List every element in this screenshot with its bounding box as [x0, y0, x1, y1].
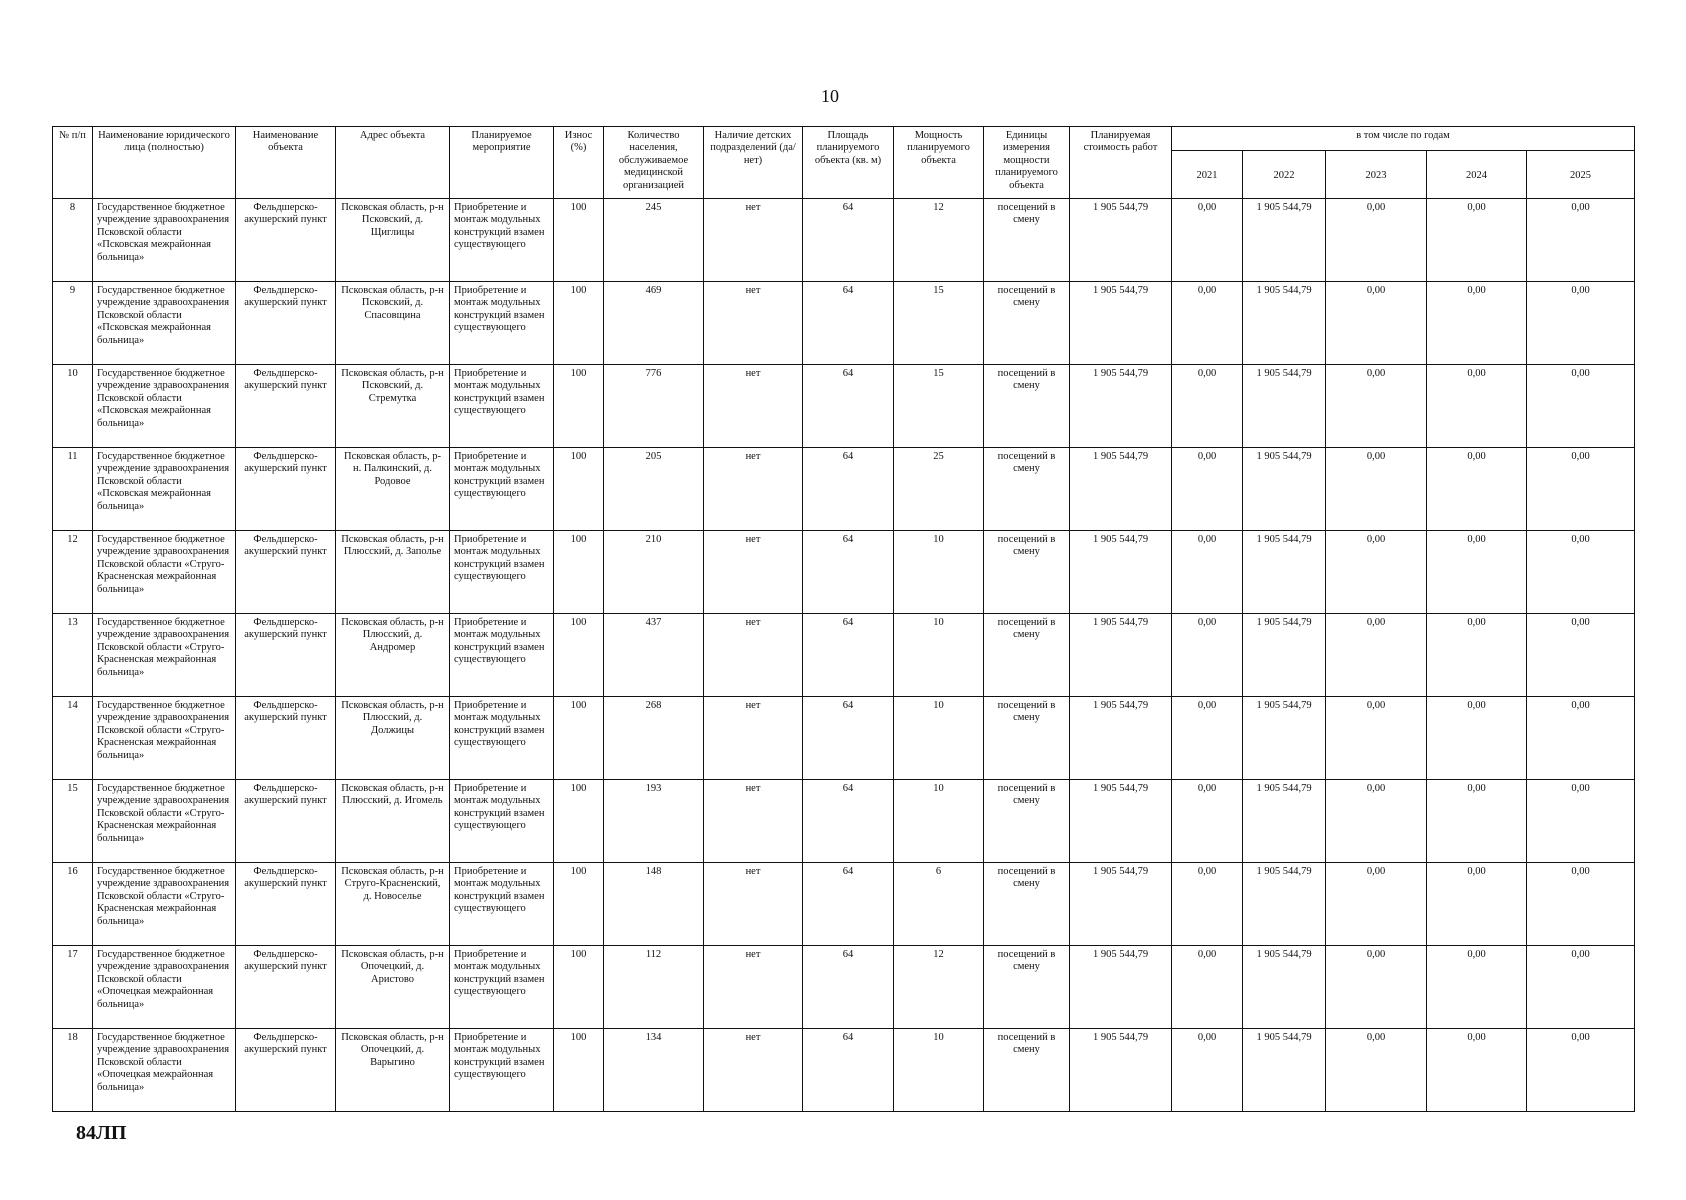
- object-name-cell: Фельдшерско-акушерский пункт: [236, 697, 336, 780]
- measure-cell: Приобретение и монтаж модульных конструкций взамен существующего: [450, 282, 554, 365]
- cost-cell: 1 905 544,79: [1070, 1029, 1172, 1112]
- measure-cell: Приобретение и монтаж модульных конструкций взамен существующего: [450, 697, 554, 780]
- table-row: [53, 531, 1635, 614]
- footer-code: 84ЛП: [76, 1122, 127, 1144]
- legal-entity-cell: Государственное бюджетное учреждение здравоохранения Псковской области «Опочецкая межрайонная больница»: [93, 946, 236, 1029]
- year-2023-cell: 0,00: [1326, 614, 1427, 697]
- header-object-name: Наименование объекта: [236, 127, 336, 199]
- children-cell: нет: [704, 1029, 803, 1112]
- year-2023-cell: 0,00: [1326, 199, 1427, 282]
- year-2023-cell: 0,00: [1326, 365, 1427, 448]
- year-2022-cell: 1 905 544,79: [1243, 614, 1326, 697]
- facilities-table: [52, 126, 1635, 1112]
- area-cell: 64: [803, 614, 894, 697]
- year-2023-cell: 0,00: [1326, 448, 1427, 531]
- year-2024-cell: 0,00: [1427, 697, 1527, 780]
- row-number: 14: [53, 697, 93, 780]
- year-2023-cell: 0,00: [1326, 282, 1427, 365]
- table-row: [53, 448, 1635, 531]
- measure-cell: Приобретение и монтаж модульных конструкций взамен существующего: [450, 448, 554, 531]
- year-2022-cell: 1 905 544,79: [1243, 531, 1326, 614]
- address-cell: Псковская область, р-н Псковский, д. Щиглицы: [336, 199, 450, 282]
- units-cell: посещений в смену: [984, 365, 1070, 448]
- measure-cell: Приобретение и монтаж модульных конструкций взамен существующего: [450, 614, 554, 697]
- cost-cell: 1 905 544,79: [1070, 531, 1172, 614]
- children-cell: нет: [704, 946, 803, 1029]
- area-cell: 64: [803, 697, 894, 780]
- header-year: 2023: [1326, 151, 1427, 199]
- legal-entity-cell: Государственное бюджетное учреждение здравоохранения Псковской области «Псковская межрайонная больница»: [93, 365, 236, 448]
- legal-entity-cell: Государственное бюджетное учреждение здравоохранения Псковской области «Струго-Красненская межрайонная больница»: [93, 614, 236, 697]
- population-cell: 437: [604, 614, 704, 697]
- year-2023-cell: 0,00: [1326, 946, 1427, 1029]
- year-2024-cell: 0,00: [1427, 614, 1527, 697]
- units-cell: посещений в смену: [984, 780, 1070, 863]
- year-2023-cell: 0,00: [1326, 1029, 1427, 1112]
- year-2023-cell: 0,00: [1326, 780, 1427, 863]
- object-name-cell: Фельдшерско-акушерский пункт: [236, 780, 336, 863]
- year-2021-cell: 0,00: [1172, 448, 1243, 531]
- object-name-cell: Фельдшерско-акушерский пункт: [236, 365, 336, 448]
- row-number: 8: [53, 199, 93, 282]
- year-2024-cell: 0,00: [1427, 780, 1527, 863]
- population-cell: 469: [604, 282, 704, 365]
- table-row: [53, 780, 1635, 863]
- year-2025-cell: 0,00: [1527, 365, 1635, 448]
- table-header: [53, 127, 1635, 199]
- capacity-cell: 6: [894, 863, 984, 946]
- header-address: Адрес объекта: [336, 127, 450, 199]
- area-cell: 64: [803, 1029, 894, 1112]
- legal-entity-cell: Государственное бюджетное учреждение здравоохранения Псковской области «Псковская межрайонная больница»: [93, 448, 236, 531]
- year-2022-cell: 1 905 544,79: [1243, 946, 1326, 1029]
- year-2021-cell: 0,00: [1172, 282, 1243, 365]
- population-cell: 112: [604, 946, 704, 1029]
- units-cell: посещений в смену: [984, 697, 1070, 780]
- units-cell: посещений в смену: [984, 531, 1070, 614]
- units-cell: посещений в смену: [984, 614, 1070, 697]
- header-year: 2025: [1527, 151, 1635, 199]
- row-number: 17: [53, 946, 93, 1029]
- year-2025-cell: 0,00: [1527, 697, 1635, 780]
- children-cell: нет: [704, 365, 803, 448]
- year-2025-cell: 0,00: [1527, 531, 1635, 614]
- address-cell: Псковская область, р-н Струго-Красненский, д. Новоселье: [336, 863, 450, 946]
- children-cell: нет: [704, 282, 803, 365]
- row-number: 16: [53, 863, 93, 946]
- header-no: № п/п: [53, 127, 93, 199]
- row-number: 15: [53, 780, 93, 863]
- legal-entity-cell: Государственное бюджетное учреждение здравоохранения Псковской области «Струго-Красненская межрайонная больница»: [93, 697, 236, 780]
- children-cell: нет: [704, 780, 803, 863]
- year-2025-cell: 0,00: [1527, 780, 1635, 863]
- table-row: [53, 365, 1635, 448]
- population-cell: 193: [604, 780, 704, 863]
- table-row: [53, 1029, 1635, 1112]
- row-number: 13: [53, 614, 93, 697]
- year-2025-cell: 0,00: [1527, 946, 1635, 1029]
- population-cell: 245: [604, 199, 704, 282]
- table-row: [53, 614, 1635, 697]
- wear-cell: 100: [554, 365, 604, 448]
- population-cell: 210: [604, 531, 704, 614]
- cost-cell: 1 905 544,79: [1070, 365, 1172, 448]
- units-cell: посещений в смену: [984, 199, 1070, 282]
- children-cell: нет: [704, 697, 803, 780]
- measure-cell: Приобретение и монтаж модульных конструкций взамен существующего: [450, 863, 554, 946]
- units-cell: посещений в смену: [984, 863, 1070, 946]
- cost-cell: 1 905 544,79: [1070, 863, 1172, 946]
- area-cell: 64: [803, 780, 894, 863]
- header-capacity: Мощность планируемого объекта: [894, 127, 984, 199]
- area-cell: 64: [803, 863, 894, 946]
- wear-cell: 100: [554, 946, 604, 1029]
- children-cell: нет: [704, 448, 803, 531]
- legal-entity-cell: Государственное бюджетное учреждение здравоохранения Псковской области «Струго-Красненская межрайонная больница»: [93, 863, 236, 946]
- year-2024-cell: 0,00: [1427, 282, 1527, 365]
- table-row: [53, 697, 1635, 780]
- header-years-group: в том числе по годам: [1172, 127, 1635, 151]
- population-cell: 268: [604, 697, 704, 780]
- area-cell: 64: [803, 199, 894, 282]
- row-number: 12: [53, 531, 93, 614]
- address-cell: Псковская область, р-н Плюсский, д. Должицы: [336, 697, 450, 780]
- area-cell: 64: [803, 448, 894, 531]
- population-cell: 134: [604, 1029, 704, 1112]
- year-2024-cell: 0,00: [1427, 531, 1527, 614]
- year-2021-cell: 0,00: [1172, 614, 1243, 697]
- measure-cell: Приобретение и монтаж модульных конструкций взамен существующего: [450, 946, 554, 1029]
- capacity-cell: 10: [894, 1029, 984, 1112]
- year-2022-cell: 1 905 544,79: [1243, 448, 1326, 531]
- year-2021-cell: 0,00: [1172, 365, 1243, 448]
- wear-cell: 100: [554, 531, 604, 614]
- year-2024-cell: 0,00: [1427, 448, 1527, 531]
- population-cell: 148: [604, 863, 704, 946]
- object-name-cell: Фельдшерско-акушерский пункт: [236, 531, 336, 614]
- year-2021-cell: 0,00: [1172, 697, 1243, 780]
- wear-cell: 100: [554, 614, 604, 697]
- row-number: 11: [53, 448, 93, 531]
- table-row: [53, 946, 1635, 1029]
- year-2024-cell: 0,00: [1427, 199, 1527, 282]
- legal-entity-cell: Государственное бюджетное учреждение здравоохранения Псковской области «Псковская межрайонная больница»: [93, 282, 236, 365]
- row-number: 9: [53, 282, 93, 365]
- year-2021-cell: 0,00: [1172, 780, 1243, 863]
- population-cell: 776: [604, 365, 704, 448]
- object-name-cell: Фельдшерско-акушерский пункт: [236, 863, 336, 946]
- area-cell: 64: [803, 531, 894, 614]
- children-cell: нет: [704, 199, 803, 282]
- year-2022-cell: 1 905 544,79: [1243, 199, 1326, 282]
- address-cell: Псковская область, р-н Плюсский, д. Игомель: [336, 780, 450, 863]
- header-children: Наличие детских подразделений (да/нет): [704, 127, 803, 199]
- area-cell: 64: [803, 365, 894, 448]
- year-2025-cell: 0,00: [1527, 614, 1635, 697]
- header-measure: Планируемое мероприятие: [450, 127, 554, 199]
- table-row: [53, 199, 1635, 282]
- header-area: Площадь планируемого объекта (кв. м): [803, 127, 894, 199]
- address-cell: Псковская область, р-н Опочецкий, д. Варыгино: [336, 1029, 450, 1112]
- cost-cell: 1 905 544,79: [1070, 946, 1172, 1029]
- object-name-cell: Фельдшерско-акушерский пункт: [236, 946, 336, 1029]
- children-cell: нет: [704, 863, 803, 946]
- header-units: Единицы измерения мощности планируемого объекта: [984, 127, 1070, 199]
- object-name-cell: Фельдшерско-акушерский пункт: [236, 199, 336, 282]
- year-2025-cell: 0,00: [1527, 199, 1635, 282]
- object-name-cell: Фельдшерско-акушерский пункт: [236, 282, 336, 365]
- cost-cell: 1 905 544,79: [1070, 448, 1172, 531]
- year-2021-cell: 0,00: [1172, 531, 1243, 614]
- table-row: [53, 863, 1635, 946]
- year-2025-cell: 0,00: [1527, 1029, 1635, 1112]
- measure-cell: Приобретение и монтаж модульных конструкций взамен существующего: [450, 1029, 554, 1112]
- row-number: 18: [53, 1029, 93, 1112]
- table-body: [53, 199, 1635, 1112]
- population-cell: 205: [604, 448, 704, 531]
- legal-entity-cell: Государственное бюджетное учреждение здравоохранения Псковской области «Струго-Красненская межрайонная больница»: [93, 780, 236, 863]
- object-name-cell: Фельдшерско-акушерский пункт: [236, 614, 336, 697]
- cost-cell: 1 905 544,79: [1070, 780, 1172, 863]
- capacity-cell: 12: [894, 199, 984, 282]
- year-2025-cell: 0,00: [1527, 863, 1635, 946]
- area-cell: 64: [803, 282, 894, 365]
- units-cell: посещений в смену: [984, 946, 1070, 1029]
- header-cost: Планируемая стоимость работ: [1070, 127, 1172, 199]
- header-year: 2022: [1243, 151, 1326, 199]
- legal-entity-cell: Государственное бюджетное учреждение здравоохранения Псковской области «Струго-Красненская межрайонная больница»: [93, 531, 236, 614]
- address-cell: Псковская область, р-н Плюсский, д. Заполье: [336, 531, 450, 614]
- year-2022-cell: 1 905 544,79: [1243, 365, 1326, 448]
- measure-cell: Приобретение и монтаж модульных конструкций взамен существующего: [450, 780, 554, 863]
- children-cell: нет: [704, 531, 803, 614]
- year-2025-cell: 0,00: [1527, 282, 1635, 365]
- year-2024-cell: 0,00: [1427, 863, 1527, 946]
- year-2024-cell: 0,00: [1427, 365, 1527, 448]
- measure-cell: Приобретение и монтаж модульных конструкций взамен существующего: [450, 531, 554, 614]
- page-number: 10: [821, 86, 839, 106]
- wear-cell: 100: [554, 697, 604, 780]
- wear-cell: 100: [554, 780, 604, 863]
- capacity-cell: 10: [894, 780, 984, 863]
- header-population: Количество населения, обслуживаемое медицинской организацией: [604, 127, 704, 199]
- capacity-cell: 10: [894, 697, 984, 780]
- wear-cell: 100: [554, 1029, 604, 1112]
- year-2024-cell: 0,00: [1427, 1029, 1527, 1112]
- capacity-cell: 12: [894, 946, 984, 1029]
- header-wear: Износ (%): [554, 127, 604, 199]
- capacity-cell: 15: [894, 282, 984, 365]
- year-2025-cell: 0,00: [1527, 448, 1635, 531]
- cost-cell: 1 905 544,79: [1070, 697, 1172, 780]
- legal-entity-cell: Государственное бюджетное учреждение здравоохранения Псковской области «Опочецкая межрайонная больница»: [93, 1029, 236, 1112]
- year-2021-cell: 0,00: [1172, 946, 1243, 1029]
- address-cell: Псковская область, р-н Псковский, д. Спасовщина: [336, 282, 450, 365]
- measure-cell: Приобретение и монтаж модульных конструкций взамен существующего: [450, 365, 554, 448]
- year-2022-cell: 1 905 544,79: [1243, 780, 1326, 863]
- address-cell: Псковская область, р-н Плюсский, д. Андромер: [336, 614, 450, 697]
- header-year: 2021: [1172, 151, 1243, 199]
- legal-entity-cell: Государственное бюджетное учреждение здравоохранения Псковской области «Псковская межрайонная больница»: [93, 199, 236, 282]
- wear-cell: 100: [554, 282, 604, 365]
- cost-cell: 1 905 544,79: [1070, 282, 1172, 365]
- units-cell: посещений в смену: [984, 448, 1070, 531]
- capacity-cell: 10: [894, 614, 984, 697]
- area-cell: 64: [803, 946, 894, 1029]
- units-cell: посещений в смену: [984, 1029, 1070, 1112]
- year-2022-cell: 1 905 544,79: [1243, 697, 1326, 780]
- year-2022-cell: 1 905 544,79: [1243, 863, 1326, 946]
- wear-cell: 100: [554, 199, 604, 282]
- row-number: 10: [53, 365, 93, 448]
- year-2021-cell: 0,00: [1172, 199, 1243, 282]
- units-cell: посещений в смену: [984, 282, 1070, 365]
- header-legal-entity: Наименование юридического лица (полностью): [93, 127, 236, 199]
- year-2024-cell: 0,00: [1427, 946, 1527, 1029]
- wear-cell: 100: [554, 863, 604, 946]
- children-cell: нет: [704, 614, 803, 697]
- year-2021-cell: 0,00: [1172, 863, 1243, 946]
- year-2021-cell: 0,00: [1172, 1029, 1243, 1112]
- cost-cell: 1 905 544,79: [1070, 614, 1172, 697]
- table-row: [53, 282, 1635, 365]
- address-cell: Псковская область, р-н Псковский, д. Стремутка: [336, 365, 450, 448]
- capacity-cell: 25: [894, 448, 984, 531]
- measure-cell: Приобретение и монтаж модульных конструкций взамен существующего: [450, 199, 554, 282]
- object-name-cell: Фельдшерско-акушерский пункт: [236, 1029, 336, 1112]
- wear-cell: 100: [554, 448, 604, 531]
- year-2022-cell: 1 905 544,79: [1243, 282, 1326, 365]
- capacity-cell: 15: [894, 365, 984, 448]
- year-2023-cell: 0,00: [1326, 531, 1427, 614]
- header-year: 2024: [1427, 151, 1527, 199]
- cost-cell: 1 905 544,79: [1070, 199, 1172, 282]
- year-2023-cell: 0,00: [1326, 863, 1427, 946]
- address-cell: Псковская область, р-н. Палкинский, д. Родовое: [336, 448, 450, 531]
- capacity-cell: 10: [894, 531, 984, 614]
- address-cell: Псковская область, р-н Опочецкий, д. Аристово: [336, 946, 450, 1029]
- year-2023-cell: 0,00: [1326, 697, 1427, 780]
- year-2022-cell: 1 905 544,79: [1243, 1029, 1326, 1112]
- object-name-cell: Фельдшерско-акушерский пункт: [236, 448, 336, 531]
